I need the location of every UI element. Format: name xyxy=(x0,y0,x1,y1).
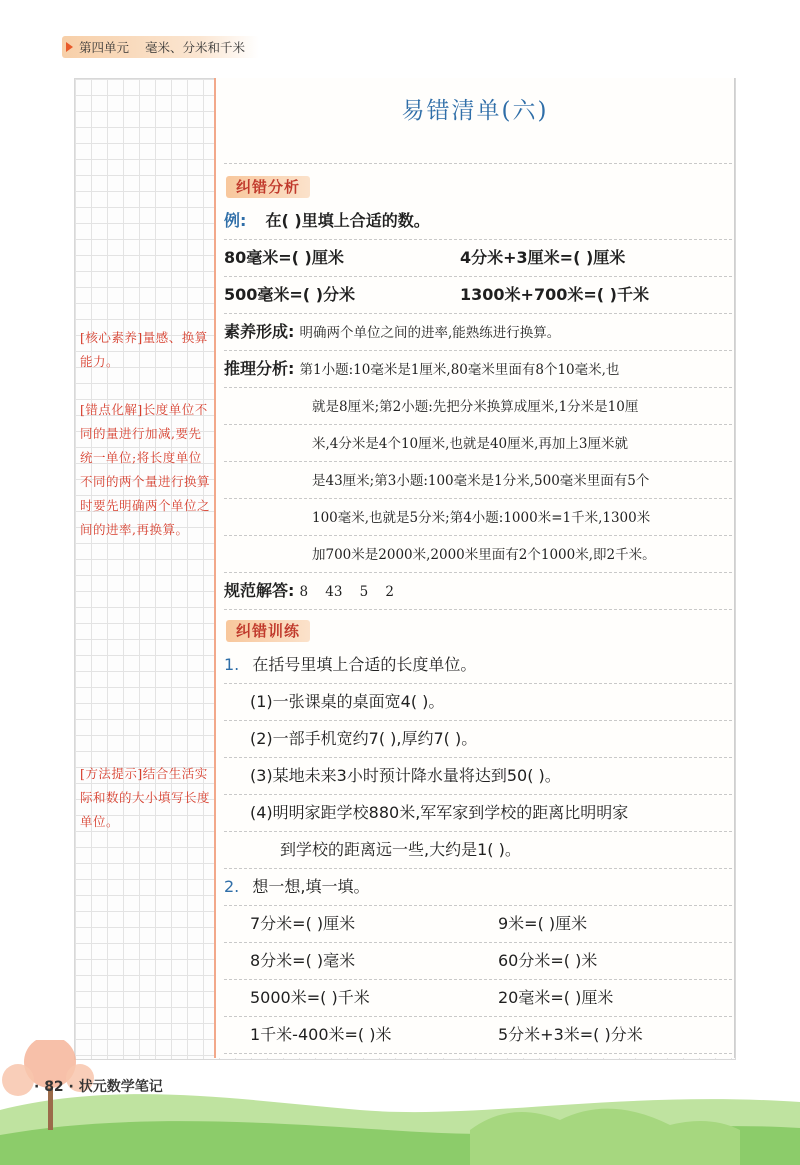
section-badge-training: 纠错训练 xyxy=(226,620,310,642)
guifan-row xyxy=(224,572,732,610)
side-note-core xyxy=(80,326,212,374)
example-label: 例: xyxy=(224,211,247,230)
suyang-label: 素养形成: xyxy=(224,322,295,341)
ruled-line xyxy=(224,126,732,164)
side-note-text: 长度单位不同的量进行加减,要先统一单位;将长度单位不同的两个量进行换算时要先明确两个单位之间的进率,再换算。 xyxy=(80,402,211,537)
problem2-item-row xyxy=(224,942,732,980)
tuili-row-6 xyxy=(224,535,732,573)
problem2-right: 60分米=( )米 xyxy=(498,951,598,970)
tuili-line: 100毫米,也就是5分米;第4小题:1000米=1千米,1300米 xyxy=(312,510,651,526)
problem2-right: 9米=( )厘米 xyxy=(498,914,588,933)
margin-line xyxy=(214,78,216,1058)
paper-edge xyxy=(734,78,735,1058)
problem2-text: 想一想,填一填。 xyxy=(252,877,370,896)
tuili-row-2 xyxy=(224,387,732,425)
side-note-text: 量感、换算能力。 xyxy=(80,330,208,369)
problem1-item-row xyxy=(224,794,732,832)
tuili-line: 就是8厘米;第2小题:先把分米换算成厘米,1分米是10厘 xyxy=(312,399,639,415)
guifan-label: 规范解答: xyxy=(224,581,295,600)
example-q2: 4分米+3厘米=( )厘米 xyxy=(460,248,626,267)
unit-label: 第四单元 xyxy=(79,40,130,55)
tuili-row-5 xyxy=(224,498,732,536)
tuili-line: 米,4分米是4个10厘米,也就是40厘米,再加上3厘米就 xyxy=(312,436,628,452)
section-badge-analysis: 纠错分析 xyxy=(226,176,310,198)
problem1-item-row xyxy=(224,683,732,721)
problem2-item-row xyxy=(224,979,732,1017)
unit-header xyxy=(62,36,259,58)
example-q4: 1300米+700米=( )千米 xyxy=(460,285,649,304)
side-note-text: 结合生活实际和数的大小填写长度单位。 xyxy=(80,766,211,829)
problem1-text: 在括号里填上合适的长度单位。 xyxy=(252,655,477,674)
side-note-tag: [错点化解] xyxy=(80,402,143,417)
problem1-item-row xyxy=(224,831,732,869)
problem2-item-row xyxy=(224,905,732,943)
page-number: · 82 · 状元数学笔记 xyxy=(34,1079,163,1095)
problem1-item: 到学校的距离远一些,大约是1( )。 xyxy=(280,840,521,859)
tuili-line: 第1小题:10毫米是1厘米,80毫米里面有8个10毫米,也 xyxy=(299,362,620,378)
problem1-number: 1. xyxy=(224,655,240,674)
example-text: 在( )里填上合适的数。 xyxy=(265,211,430,230)
example-q3: 500毫米=( )分米 xyxy=(224,285,356,304)
problem2-row xyxy=(224,868,732,906)
problem1-item-row xyxy=(224,757,732,795)
landscape-illustration xyxy=(0,1040,800,1165)
example-row-2 xyxy=(224,276,732,314)
side-note-tag: [方法提示] xyxy=(80,766,143,781)
problem2-number: 2. xyxy=(224,877,240,896)
problem1-item-row xyxy=(224,720,732,758)
example-row-1 xyxy=(224,239,732,277)
tuili-row-3 xyxy=(224,424,732,462)
problem2-left: 8分米=( )毫米 xyxy=(250,951,356,970)
problem2-left: 5000米=( )千米 xyxy=(250,988,370,1007)
problem1-item: (4)明明家距学校880米,军军家到学校的距离比明明家 xyxy=(250,803,629,822)
suyang-row xyxy=(224,313,732,351)
problem1-item: (2)一部手机宽约7( ),厚约7( )。 xyxy=(250,729,478,748)
side-note-tag: [核心素养] xyxy=(80,330,143,345)
suyang-text: 明确两个单位之间的进率,能熟练进行换算。 xyxy=(299,325,561,341)
play-arrow-icon xyxy=(66,42,73,52)
problem2-left: 1千米-400米=( )米 xyxy=(250,1025,392,1044)
problem2-right: 20毫米=( )厘米 xyxy=(498,988,614,1007)
tuili-line: 是43厘米;第3小题:100毫米是1分米,500毫米里面有5个 xyxy=(312,473,650,489)
page-title: 易错清单(六) xyxy=(401,98,549,124)
guifan-answers: 8 43 5 2 xyxy=(299,584,394,600)
unit-topic: 毫米、分米和千米 xyxy=(145,40,246,55)
example-q1: 80毫米=( )厘米 xyxy=(224,248,344,267)
side-note-method xyxy=(80,762,212,834)
problem1-item: (1)一张课桌的桌面宽4( )。 xyxy=(250,692,445,711)
example-row xyxy=(224,202,732,240)
tuili-row-1 xyxy=(224,350,732,388)
problem1-row xyxy=(224,646,732,684)
tuili-label: 推理分析: xyxy=(224,359,295,378)
problem1-item: (3)某地未来3小时预计降水量将达到50( )。 xyxy=(250,766,561,785)
problem2-right: 5分米+3米=( )分米 xyxy=(498,1025,643,1044)
tuili-row-4 xyxy=(224,461,732,499)
problem2-left: 7分米=( )厘米 xyxy=(250,914,356,933)
side-note-error xyxy=(80,398,212,542)
tuili-line: 加700米是2000米,2000米里面有2个1000米,即2千米。 xyxy=(312,547,656,563)
